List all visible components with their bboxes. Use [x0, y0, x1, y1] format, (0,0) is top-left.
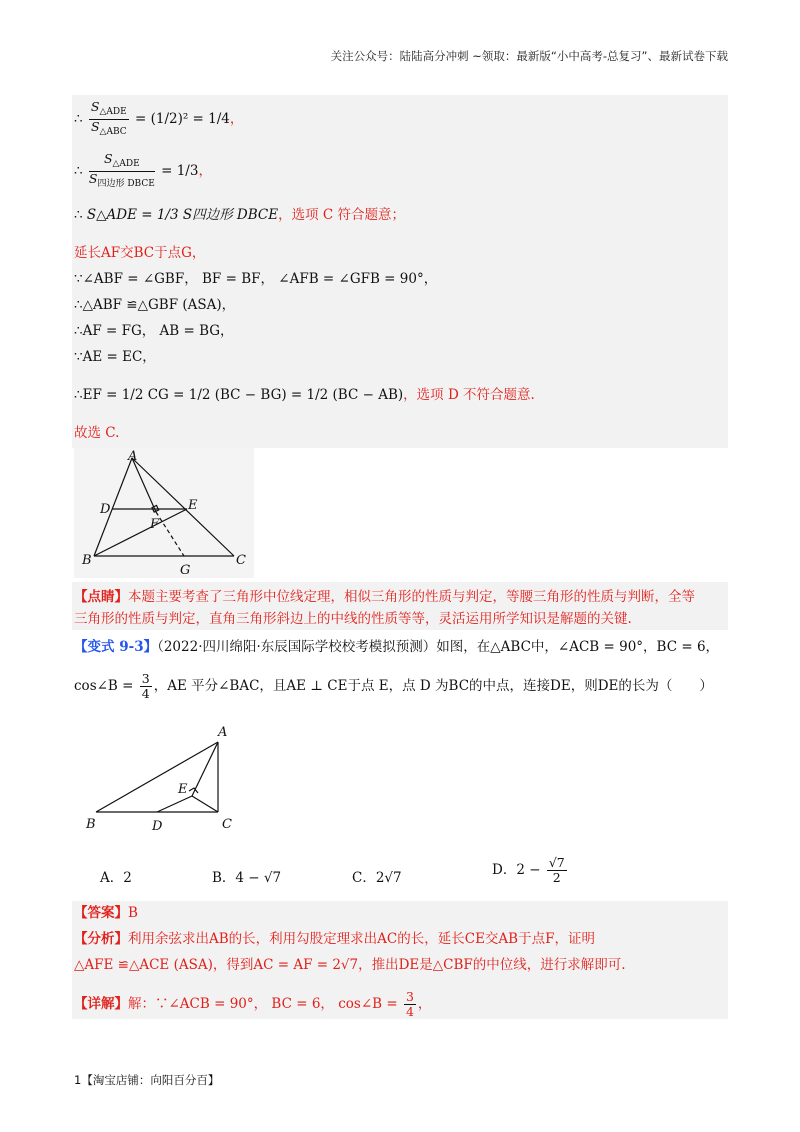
fig1-label-e: E: [188, 498, 198, 513]
cos-fraction: $\frac{3}{4}$: [141, 671, 150, 701]
fig1-label-b: B: [82, 553, 92, 568]
ratio-line-3: ∴ S△ADE = 1/3 S四边形 DBCE，选项 C 符合题意；: [74, 207, 406, 223]
problem-line-2: cos∠B = $\frac{3}{4}$ ，AE 平分∠BAC，且AE ⊥ CE于点 E，点 D 为BC的中点，连接DE，则DE的长为（ ）: [74, 671, 713, 701]
fig1-label-f: F: [150, 517, 160, 532]
ratio-line-2: ∴ $\frac{S_{\triangle ADE}}{S_{四边形 DBCE}}$ = 1/3，: [74, 151, 212, 189]
detail-fraction: $\frac{3}{4}$: [405, 989, 414, 1019]
area-ratio-fraction: $\frac{S_{\triangle ADE}}{S_{\triangle ABC}}$: [90, 99, 127, 137]
detail-tag: 【详解】: [74, 996, 128, 1012]
area-ratio-fraction-2: $\frac{S_{\triangle ADE}}{S_{四边形 DBCE}}$: [88, 151, 155, 189]
choice-a[interactable]: A．2: [100, 870, 132, 886]
angle-equal-line: ∵∠ABF = ∠GBF， BF = BF， ∠AFB = ∠GFB = 90°，: [74, 271, 438, 287]
problem-tag: 【变式 9-3】: [74, 639, 158, 655]
equal-segments-line: ∴AF = FG， AB = BG，: [74, 323, 234, 339]
triangle-figure-2: [82, 722, 242, 834]
fig2-label-d: D: [152, 819, 163, 834]
page-footer: 1【淘宝店铺：向阳百分百】: [74, 1073, 220, 1087]
option-d-note: ，选项 D 不符合题意.: [403, 387, 535, 403]
ef-expr: ∴EF = 1/2 CG = 1/2 (BC − BG) = 1/2 (BC − AB): [74, 387, 404, 403]
analysis-line-2: △AFE ≌△ACE (ASA)，得到AC = AF = 2√7，推出DE是△CBF的中位线，进行求解即可.: [74, 957, 626, 973]
ae-ec-line: ∵AE = EC，: [74, 349, 156, 365]
option-c-note: ，选项 C 符合题意；: [278, 207, 406, 223]
answer-line: [74, 904, 138, 922]
ratio-line-1: ∴ $\frac{S_{\triangle ADE}}{S_{\triangle ABC}}$ = (1/2)² = 1/4，: [74, 99, 244, 137]
fig2-label-c: C: [222, 817, 232, 832]
answer-value: B: [128, 905, 138, 921]
ef-line: [74, 386, 535, 404]
fig1-label-d: D: [100, 502, 111, 517]
detail-line: 【详解】解：∵∠ACB = 90°， BC = 6， cos∠B = $\frac{3}{4}$ ，: [74, 989, 432, 1019]
extend-af-line: 延长AF交BC于点G，: [74, 245, 206, 261]
fig1-label-c: C: [236, 553, 246, 568]
congruence-line: ∴△ABF ≌△GBF (ASA)，: [74, 297, 236, 313]
fig2-label-b: B: [86, 817, 96, 832]
answer-tag: 【答案】: [74, 905, 128, 921]
analysis-tag: 【分析】: [74, 931, 128, 947]
ratio-line-1-expr: = (1/2)² = 1/4: [134, 111, 230, 127]
choice-b[interactable]: B．4 − √7: [212, 870, 282, 886]
ratio-line-2-expr: = 1/3: [161, 163, 199, 179]
fig2-label-a: A: [218, 725, 228, 740]
problem-line-1: 【变式 9-3】（2022·四川绵阳·东辰国际学校校考模拟预测）如图，在△ABC中，∠ACB = 90°，BC = 6，: [74, 639, 720, 655]
choice-c[interactable]: C．2√7: [352, 870, 402, 886]
key-point-line-2: 三角形的性质与判定，直角三角形斜边上的中线的性质等等，灵活运用所学知识是解题的关键.: [74, 611, 632, 627]
triangle-figure-2-svg: [82, 722, 242, 834]
triangle-figure-1: [74, 448, 254, 578]
fig2-label-e: E: [178, 782, 188, 797]
choice-d[interactable]: D．2 − $\frac{√7}{2}$: [492, 855, 565, 885]
page-header: 关注公众号：陆陆高分冲刺 ~领取：最新版“小中高考-总复习”、最新试卷下载: [330, 49, 728, 63]
fig1-label-a: A: [128, 449, 138, 464]
triangle-figure-1-svg: [74, 448, 254, 578]
key-point-tag: 【点睛】: [74, 589, 128, 605]
conclusion-line: 故选 C.: [74, 425, 120, 441]
choice-d-fraction: $\frac{√7}{2}$: [548, 855, 565, 885]
analysis-line-1: 【分析】利用余弦求出AB的长，利用勾股定理求出AC的长，延长CE交AB于点F，证明: [74, 931, 595, 947]
key-point-line-1: 【点睛】本题主要考查了三角形中位线定理，相似三角形的性质与判定，等腰三角形的性质与判断，全等: [74, 589, 695, 605]
fig1-label-g: G: [180, 563, 191, 578]
